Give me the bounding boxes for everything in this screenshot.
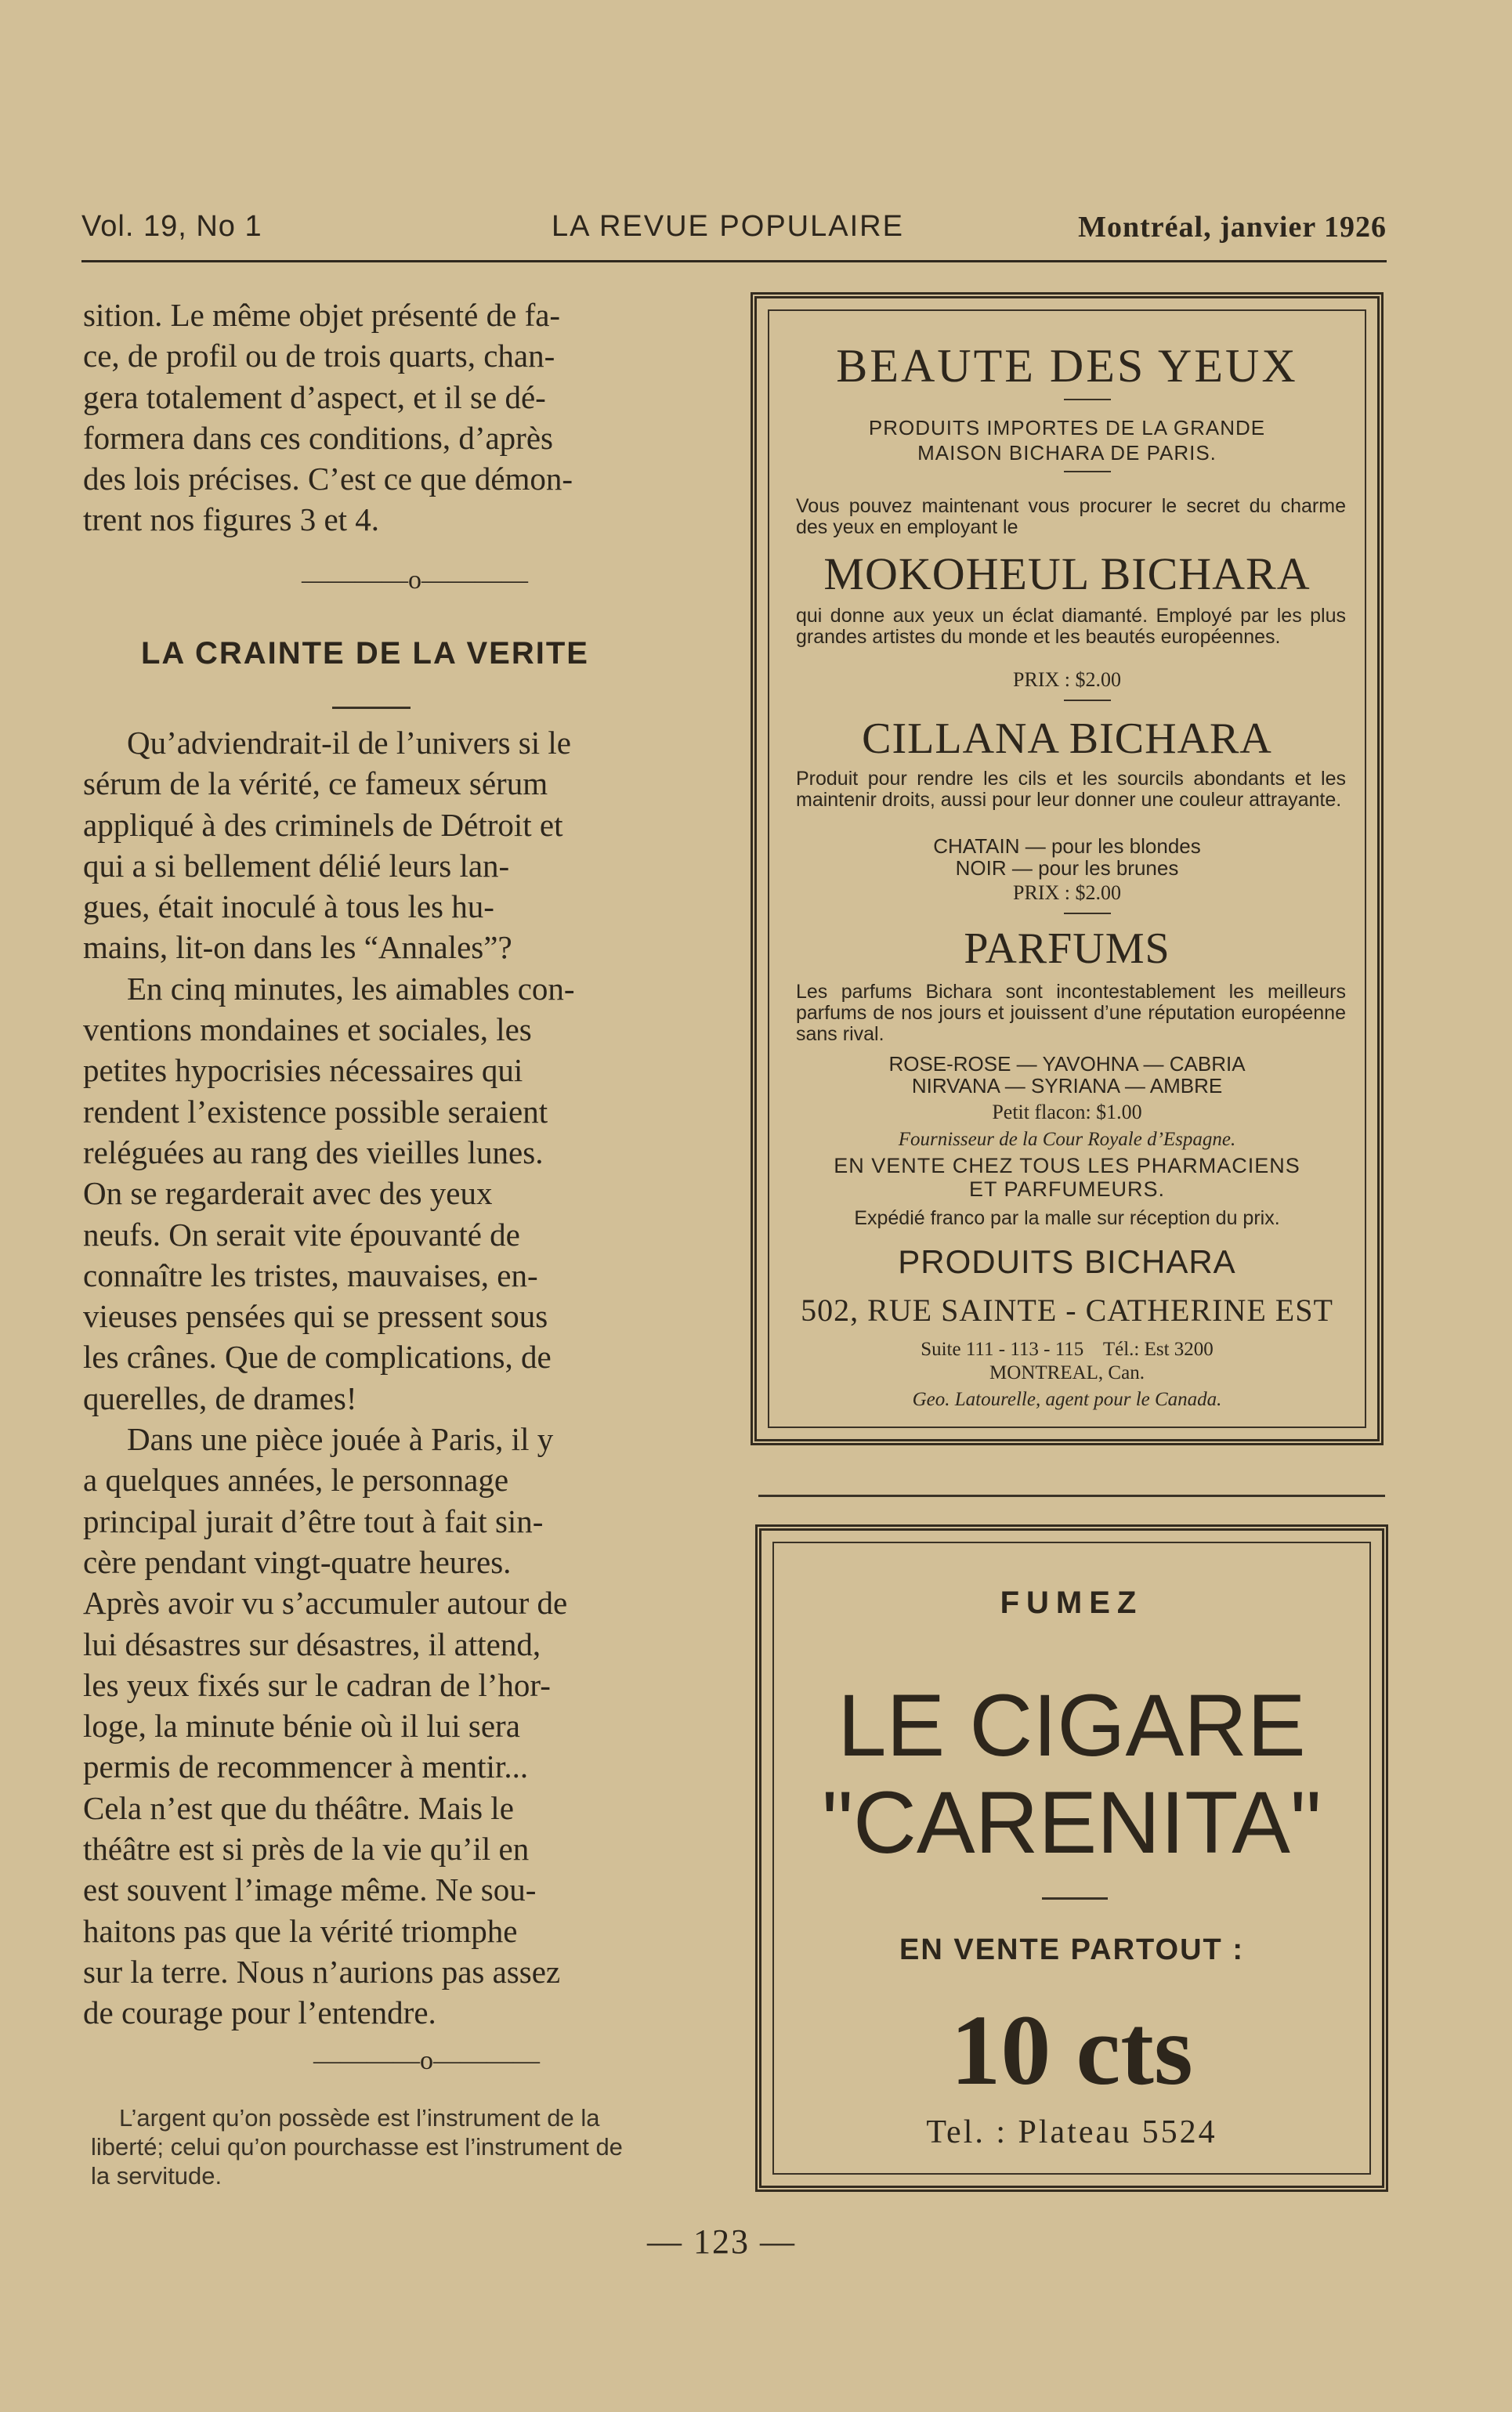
ad-brand: "CARENITA" bbox=[822, 1774, 1322, 1871]
text-line: mains, lit-on dans les “Annales”? bbox=[83, 929, 512, 966]
issue-date: Montréal, janvier 1926 bbox=[1078, 211, 1387, 244]
ad-sale-line: EN VENTE PARTOUT : bbox=[899, 1933, 1244, 1966]
text-line: les crânes. Que de complications, de bbox=[83, 1339, 552, 1376]
closing-quote bbox=[91, 2103, 718, 2190]
product-price: PRIX : $2.00 bbox=[1013, 668, 1121, 691]
ad-rule bbox=[1064, 700, 1111, 701]
text-line: permis de recommencer à mentir... bbox=[83, 1748, 529, 1785]
header-rule bbox=[81, 260, 1387, 262]
text-line: sur la terre. Nous n’aurions pas assez bbox=[83, 1953, 561, 1990]
company-agent: Geo. Latourelle, agent pour le Canada. bbox=[912, 1389, 1222, 1410]
text-line: formera dans ces conditions, d’après bbox=[83, 419, 553, 456]
product-description: Produit pour rendre les cils et les sourcils abondants et les maintenir droits, aussi pour leur donner une couleur attrayante. bbox=[796, 768, 1346, 811]
article-body bbox=[83, 722, 714, 2034]
volume-number: Vol. 19, No 1 bbox=[81, 210, 262, 243]
ad-divider bbox=[758, 1495, 1385, 1497]
text-line: gues, était inoculé à tous les hu- bbox=[83, 888, 494, 925]
product-description: qui donne aux yeux un éclat diamanté. Employé par les plus grandes artistes du monde et les beautés européennes. bbox=[796, 605, 1346, 648]
article-intro bbox=[83, 295, 714, 541]
ad-shipping: Expédié franco par la malle sur réception du prix. bbox=[854, 1207, 1280, 1229]
product-variant: CHATAIN — pour les blondes bbox=[933, 834, 1201, 858]
product-variant: NIRVANA — SYRIANA — AMBRE bbox=[911, 1074, 1223, 1098]
ad-intro: Vous pouvez maintenant vous procurer le secret du charme des yeux en employant le bbox=[796, 495, 1346, 538]
quote-line: liberté; celui qu’on pourchasse est l’instrument de bbox=[91, 2133, 623, 2161]
product-name: CILLANA BICHARA bbox=[862, 714, 1272, 763]
ad-supplier: Fournisseur de la Cour Royale d’Espagne. bbox=[898, 1129, 1236, 1150]
company-address: 502, RUE SAINTE - CATHERINE EST bbox=[801, 1293, 1333, 1328]
ad-rule bbox=[1064, 913, 1111, 914]
text-line: ventions mondaines et sociales, les bbox=[83, 1011, 532, 1048]
company-city: MONTREAL, Can. bbox=[989, 1362, 1145, 1383]
text-line: appliqué à des criminels de Détroit et bbox=[83, 806, 563, 843]
ad-price: 10 cts bbox=[950, 1994, 1193, 2106]
product-description: Les parfums Bichara sont incontestablement les meilleurs parfums de nos jours et jouissent d’une réputation européenne sans rival. bbox=[796, 981, 1346, 1045]
text-line: qui a si bellement délié leurs lan- bbox=[83, 847, 510, 884]
product-variant: ROSE-ROSE — YAVOHNA — CABRIA bbox=[888, 1052, 1246, 1076]
text-line: Qu’adviendrait-il de l’univers si le bbox=[127, 725, 571, 761]
text-line: les yeux fixés sur le cadran de l’hor- bbox=[83, 1666, 551, 1703]
text-line: sérum de la vérité, ce fameux sérum bbox=[83, 765, 548, 802]
ad-headline: LE CIGARE bbox=[837, 1676, 1306, 1774]
text-line: haitons pas que la vérité triomphe bbox=[83, 1912, 518, 1949]
ad-rule bbox=[1064, 471, 1111, 472]
text-line: En cinq minutes, les aimables con- bbox=[127, 970, 575, 1007]
text-line: petites hypocrisies nécessaires qui bbox=[83, 1052, 523, 1089]
text-line: théâtre est si près de la vie qu’il en bbox=[83, 1831, 530, 1868]
ad-rule bbox=[1064, 399, 1111, 400]
quote-line: la servitude. bbox=[91, 2162, 222, 2190]
section-separator: ————o———— bbox=[302, 566, 528, 595]
text-line: lui désastres sur désastres, il attend, bbox=[83, 1625, 541, 1662]
text-line: reléguées au rang des vieilles lunes. bbox=[83, 1134, 544, 1170]
text-line: des lois précises. C’est ce que démon- bbox=[83, 461, 573, 497]
text-line: On se regarderait avec des yeux bbox=[83, 1175, 493, 1212]
text-line: principal jurait d’être tout à fait sin- bbox=[83, 1503, 544, 1539]
text-line: sition. Le même objet présenté de fa- bbox=[83, 297, 561, 333]
company-name: PRODUITS BICHARA bbox=[898, 1243, 1236, 1280]
text-line: ce, de profil ou de trois quarts, chan- bbox=[83, 338, 555, 374]
running-header bbox=[81, 210, 1387, 257]
publication-title: LA REVUE POPULAIRE bbox=[552, 210, 904, 243]
text-line: neufs. On serait vite épouvanté de bbox=[83, 1216, 520, 1253]
ad-subtitle: PRODUITS IMPORTES DE LA GRANDE bbox=[868, 416, 1266, 439]
text-line: loge, la minute bénie où il lui sera bbox=[83, 1708, 520, 1745]
product-price: PRIX : $2.00 bbox=[1013, 881, 1121, 904]
ad-sale-line: ET PARFUMEURS. bbox=[968, 1177, 1166, 1201]
ad-title: BEAUTE DES YEUX bbox=[836, 340, 1298, 392]
ad-subtitle: MAISON BICHARA DE PARIS. bbox=[917, 441, 1217, 465]
ad-smoke-label: FUMEZ bbox=[1000, 1586, 1144, 1620]
text-line: gera totalement d’aspect, et il se dé- bbox=[83, 378, 546, 415]
company-suite: Suite 111 - 113 - 115 Tél.: Est 3200 bbox=[921, 1339, 1214, 1360]
text-line: cère pendant vingt-quatre heures. bbox=[83, 1543, 512, 1580]
advertisement-carenita bbox=[755, 1524, 1388, 2192]
product-variant: NOIR — pour les brunes bbox=[955, 856, 1179, 880]
text-line: Cela n’est que du théâtre. Mais le bbox=[83, 1789, 514, 1826]
article-title: LA CRAINTE DE LA VERITE bbox=[141, 636, 589, 671]
text-line: Dans une pièce jouée à Paris, il y bbox=[127, 1421, 554, 1458]
title-rule bbox=[332, 707, 411, 709]
text-line: vieuses pensées qui se pressent sous bbox=[83, 1298, 548, 1335]
product-name: PARFUMS bbox=[964, 924, 1170, 973]
product-name: MOKOHEUL BICHARA bbox=[823, 548, 1311, 599]
text-line: connaître les tristes, mauvaises, en- bbox=[83, 1257, 538, 1293]
text-line: querelles, de drames! bbox=[83, 1380, 357, 1416]
quote-line: L’argent qu’on possède est l’instrument de la bbox=[119, 2104, 600, 2132]
ad-telephone: Tel. : Plateau 5524 bbox=[926, 2114, 1217, 2150]
text-line: est souvent l’image même. Ne sou- bbox=[83, 1871, 537, 1908]
ad-rule bbox=[1042, 1897, 1108, 1900]
ad-sale-line: EN VENTE CHEZ TOUS LES PHARMACIENS bbox=[834, 1154, 1300, 1177]
text-line: de courage pour l’entendre. bbox=[83, 1994, 436, 2031]
text-line: trent nos figures 3 et 4. bbox=[83, 501, 380, 538]
page-number: — 123 — bbox=[647, 2222, 796, 2261]
advertisement-bichara bbox=[751, 292, 1384, 1445]
section-separator: ————o———— bbox=[313, 2046, 540, 2075]
text-line: Après avoir vu s’accumuler autour de bbox=[83, 1585, 568, 1622]
text-line: rendent l’existence possible seraient bbox=[83, 1093, 548, 1130]
text-line: a quelques années, le personnage bbox=[83, 1462, 509, 1499]
product-price: Petit flacon: $1.00 bbox=[992, 1101, 1142, 1123]
